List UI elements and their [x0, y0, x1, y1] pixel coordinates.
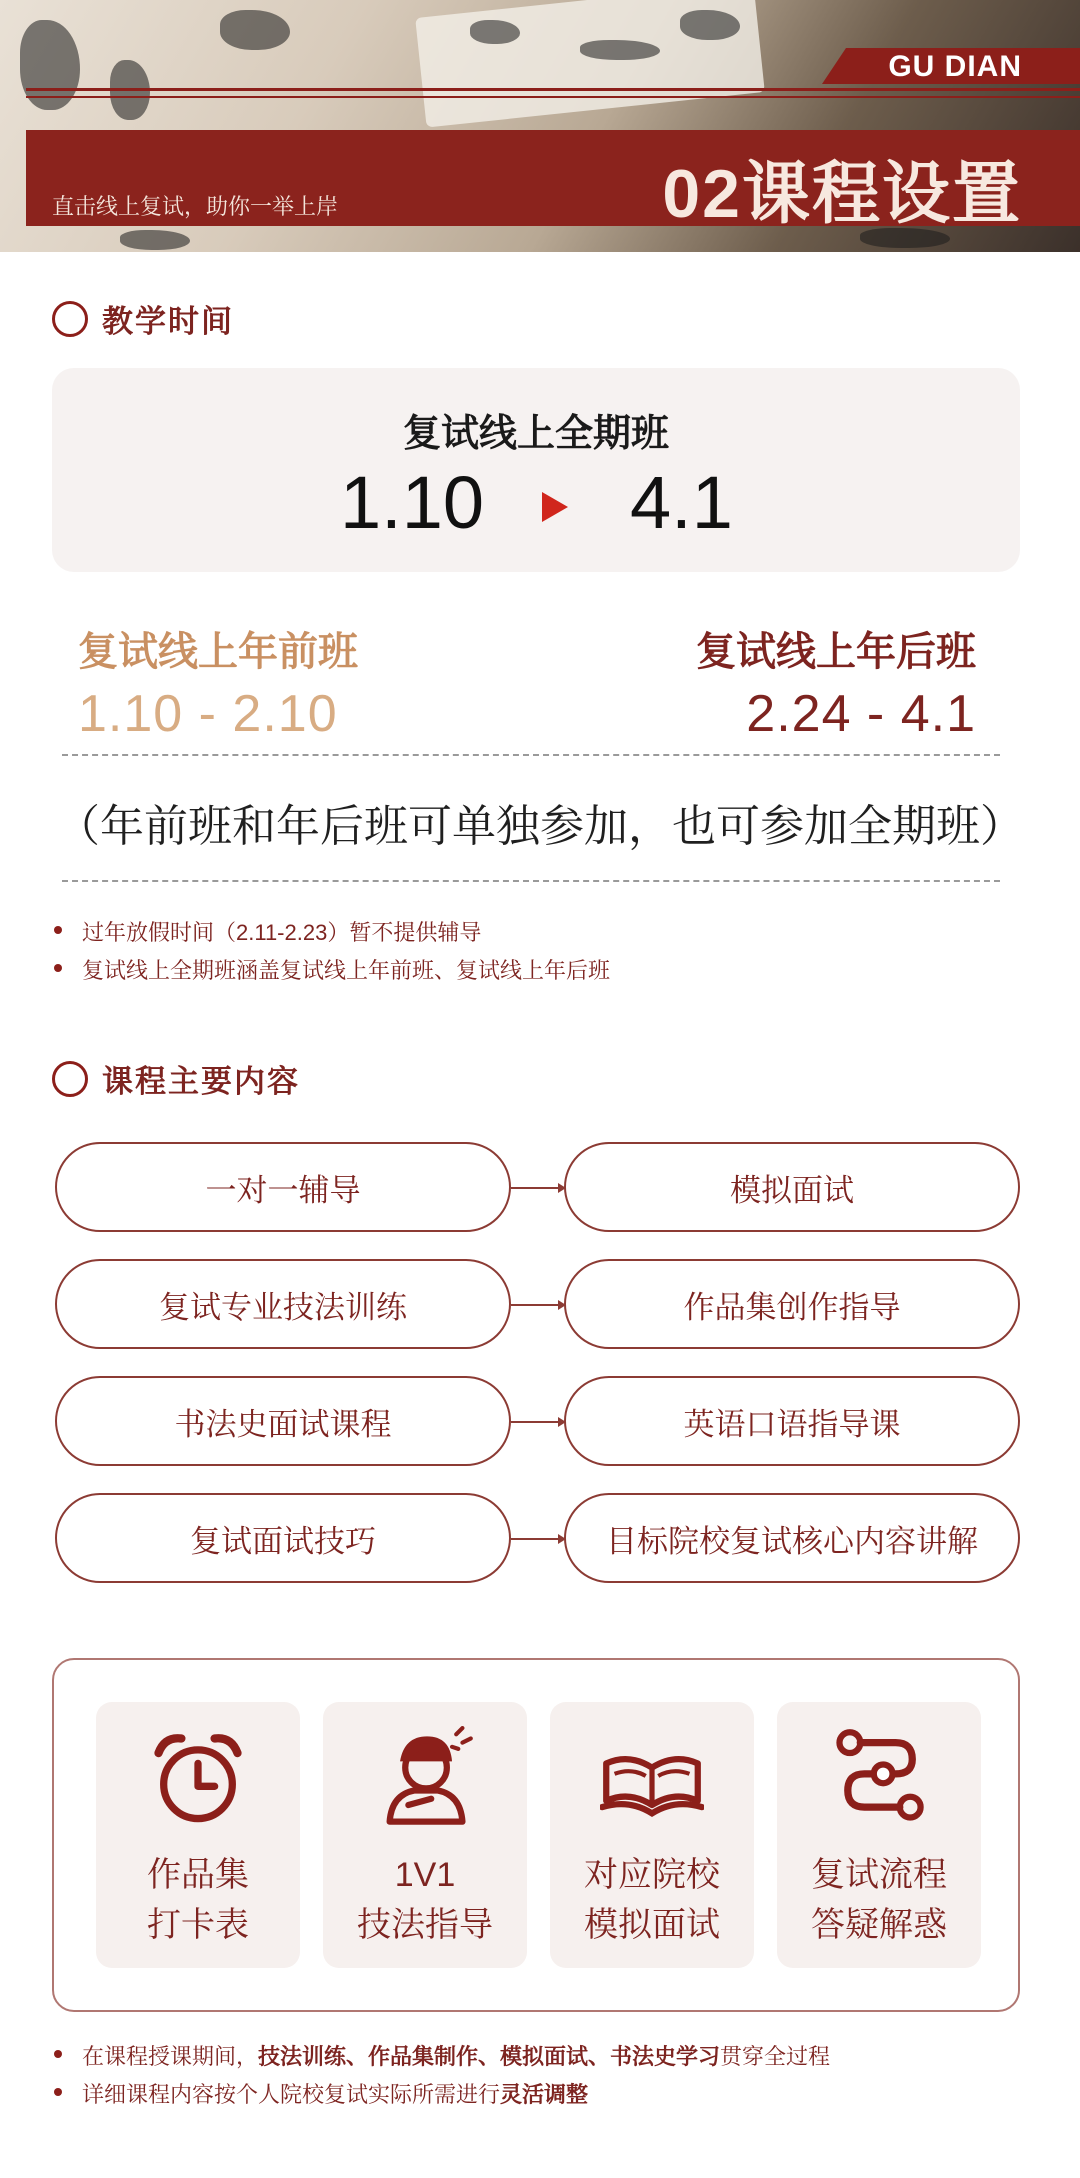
full-period-start: 1.10 — [340, 461, 485, 544]
pre-class-name: 复试线上年前班 — [78, 630, 358, 674]
banner-subtitle: 直击线上复试，助你一举上岸 — [52, 194, 339, 219]
course-pill: 英语口语指导课 — [564, 1376, 1020, 1466]
course-pill: 目标院校复试核心内容讲解 — [564, 1493, 1020, 1583]
post-class-name: 复试线上年后班 — [696, 630, 976, 674]
list-item: 复试线上全期班涵盖复试线上年前班、复试线上年后班 — [52, 954, 610, 985]
feature-card — [550, 1702, 754, 1968]
pre-class-dates: 1.10 - 2.10 — [78, 685, 338, 743]
connector-arrow-icon — [511, 1187, 564, 1189]
course-pill: 复试面试技巧 — [55, 1493, 511, 1583]
note-emphasis: 技法训练、作品集制作、模拟面试、书法史学习 — [258, 2044, 721, 2069]
feature-label — [323, 1850, 527, 1950]
list-item — [52, 2078, 588, 2109]
feature-label — [550, 1850, 754, 1950]
note-text: 详细课程内容按个人院校复试实际所需进行 — [82, 2082, 501, 2107]
calligraphy-stroke — [470, 20, 520, 44]
full-period-end: 4.1 — [630, 461, 733, 544]
feature-line: 对应院校 — [584, 1856, 720, 1894]
calligraphy-stroke — [580, 40, 660, 60]
feature-card — [96, 1702, 300, 1968]
feature-line: 作品集 — [147, 1856, 249, 1894]
feature-card — [323, 1702, 527, 1968]
list-item: 过年放假时间（2.11-2.23）暂不提供辅导 — [52, 916, 481, 947]
feature-label — [96, 1850, 300, 1950]
brand-logo: GU DIAN — [888, 50, 1022, 83]
section-title: 课程主要内容 — [102, 1064, 300, 1099]
circle-bullet-icon — [52, 301, 88, 337]
features-box — [52, 1658, 1020, 2012]
circle-bullet-icon — [52, 1061, 88, 1097]
calligraphy-stroke — [220, 10, 290, 50]
calligraphy-stroke — [680, 10, 740, 40]
feature-line: 模拟面试 — [584, 1906, 720, 1944]
feature-label — [777, 1850, 981, 1950]
calligraphy-stroke — [120, 230, 190, 250]
feature-line: 复试流程 — [811, 1856, 947, 1894]
tutor-writing-icon — [373, 1726, 477, 1830]
dashed-divider — [62, 754, 1000, 756]
feature-line: 技法指导 — [357, 1906, 493, 1944]
page-title: 02课程设置 — [662, 156, 1022, 232]
course-pill: 模拟面试 — [564, 1142, 1020, 1232]
header-banner — [0, 0, 1080, 252]
course-pill: 作品集创作指导 — [564, 1259, 1020, 1349]
full-period-card — [52, 368, 1020, 572]
connector-arrow-icon — [511, 1304, 564, 1306]
feature-card — [777, 1702, 981, 1968]
section-heading-time — [52, 296, 234, 341]
course-pill: 书法史面试课程 — [55, 1376, 511, 1466]
feature-line: 打卡表 — [147, 1906, 249, 1944]
class-note: （年前班和年后班可单独参加，也可参加全期班） — [56, 802, 1024, 851]
note-text: 贯穿全过程 — [720, 2044, 831, 2069]
note-text: 在课程授课期间， — [82, 2044, 259, 2069]
dashed-divider — [62, 880, 1000, 882]
banner-rule — [26, 88, 1080, 91]
section-title: 教学时间 — [102, 304, 234, 339]
arrow-right-icon — [542, 492, 568, 522]
section-heading-content — [52, 1056, 300, 1101]
feature-line: 答疑解惑 — [811, 1906, 947, 1944]
course-pill: 一对一辅导 — [55, 1142, 511, 1232]
full-period-name: 复试线上全期班 — [402, 413, 669, 455]
banner-rule — [26, 96, 1080, 98]
feature-line: 1V1 — [394, 1856, 456, 1894]
connector-arrow-icon — [511, 1421, 564, 1423]
post-class-dates: 2.24 - 4.1 — [746, 685, 976, 743]
connector-arrow-icon — [511, 1538, 564, 1540]
alarm-clock-icon — [146, 1726, 250, 1830]
note-emphasis: 灵活调整 — [500, 2082, 589, 2107]
list-item — [52, 2040, 830, 2071]
course-pill: 复试专业技法训练 — [55, 1259, 511, 1349]
open-book-icon — [600, 1726, 704, 1830]
flow-path-icon — [827, 1726, 931, 1830]
